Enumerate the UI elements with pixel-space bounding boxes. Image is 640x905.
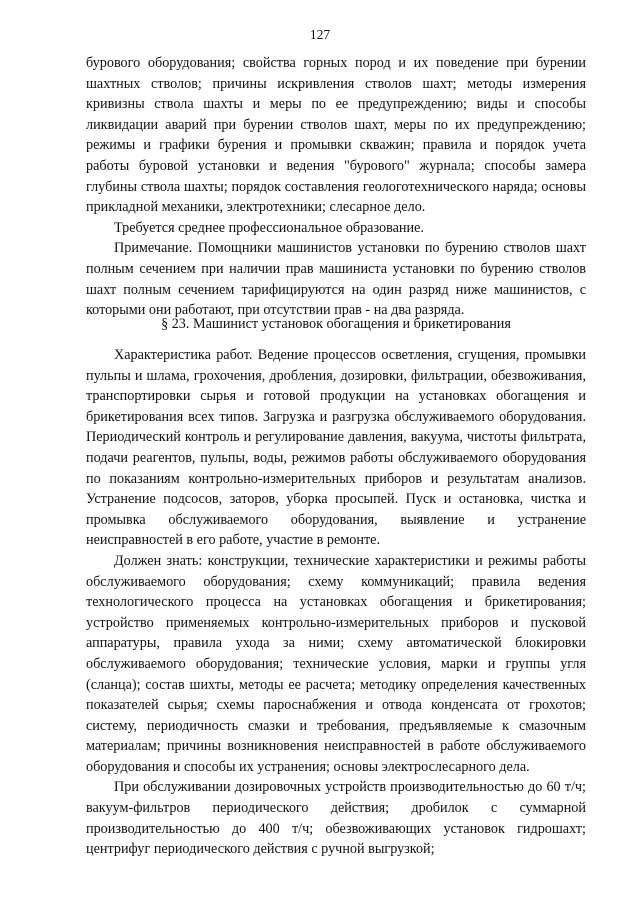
- education-paragraph: Требуется среднее профессиональное образование.: [114, 219, 424, 236]
- intro-block: [86, 53, 586, 321]
- note-paragraph: Примечание. Помощники машинистов установки по бурению стволов шахт полным сечением при наличии прав машиниста установки по бурению стволов шахт полным сечением тарифицируются на один разряд ниже машинистов, с которыми они работают, при отсутствии прав - на два разряда.: [86, 240, 586, 319]
- page-number: 127: [309, 27, 331, 42]
- work-characteristics-paragraph: Характеристика работ. Ведение процессов осветления, сгущения, промывки пульпы и шлама, грохочения, дробления, дозировки, фильтрации, обезвоживания, транспортировки сырья и готовой продукции на установках обогащения и брикетирования всех типов. Загрузка и разгрузка обслуживаемого оборудования. Периодический контроль и регулирование давления, вакуума, чистоты фильтрата, подачи реагентов, пульпы, воды, режимов работы обслуживаемого оборудования по показаниям контрольно-измерительных приборов и результатам анализов. Устранение подсосов, заторов, уборка просыпей. Пуск и остановка, чистка и промывка обслуживаемого оборудования, выявление и устранение неисправностей в его работе, участие в ремонте.: [86, 347, 586, 549]
- must-know-paragraph: Должен знать: конструкции, технические характеристики и режимы работы обслуживаемого оборудования; схему коммуникаций; правила ведения технологического процесса на установках обогащения и брикетирования; устройство применяемых контрольно-измерительных приборов и пусковой аппаратуры, правила ухода за ними; схему автоматической блокировки обслуживаемого оборудования; технические условия, марки и группы угля (сланца); состав шихты, методы ее расчета; методику определения качественных показателей сырья; схемы пароснабжения и отвода конденсата от грохотов; систему, периодичность смазки и требования, предъявляемые к смазочным материалам; причины возникновения неисправностей в работе обслуживаемого оборудования и способы их устранения; основы электрослесарного дела.: [86, 552, 586, 775]
- section-body: [86, 345, 586, 860]
- section-title: § 23. Машинист установок обогащения и брикетирования: [161, 316, 511, 332]
- servicing-paragraph: При обслуживании дозировочных устройств производительностью до 60 т/ч; вакуум-фильтров периодического действия; дробилок с суммарной производительностью до 400 т/ч; обезвоживающих установок гидрошахт; центрифуг периодического действия с ручной выгрузкой;: [86, 779, 586, 858]
- continuation-paragraph: бурового оборудования; свойства горных пород и их поведение при бурении шахтных стволов; причины искривления стволов шахт; методы измерения кривизны ствола шахты и меры по ее предупреждению; виды и способы ликвидации аварий при бурении стволов шахт, меры по их предупреждению; режимы и графики бурения и промывки скважин; правила и порядок учета работы буровой установки и ведения "бурового" журнала; способы замера глубины ствола шахты; порядок составления геологотехнического наряда; основы прикладной механики, электротехники; слесарное дело.: [86, 55, 586, 216]
